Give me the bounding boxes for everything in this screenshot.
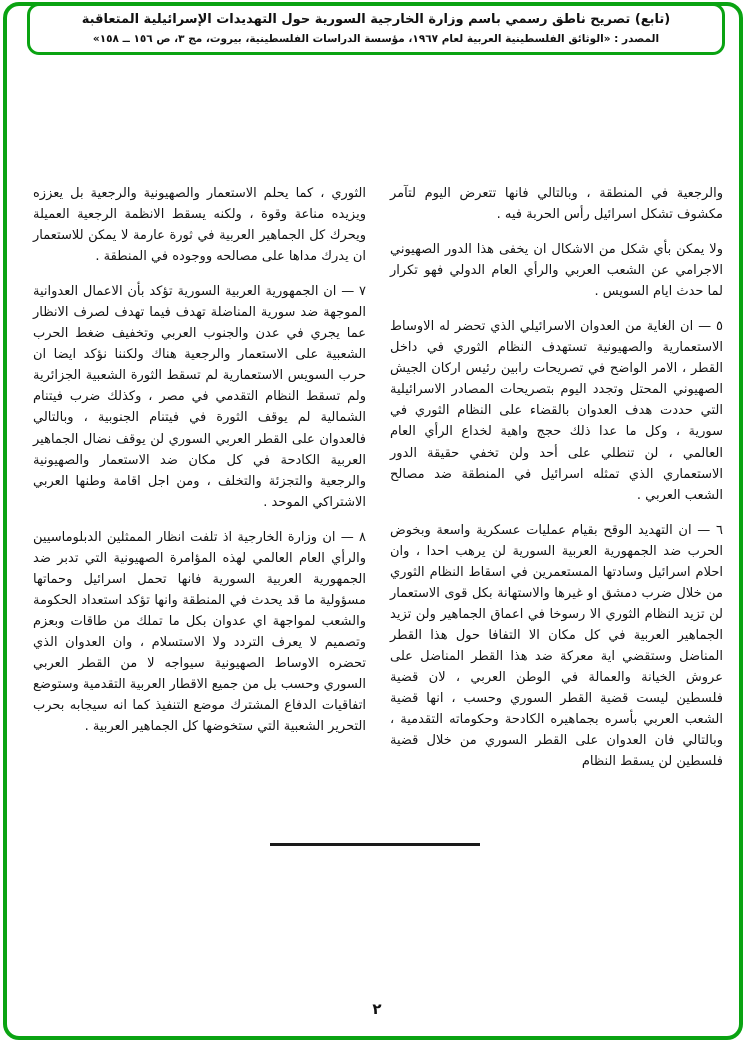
paragraph-item-7: ٧ — ان الجمهورية العربية السورية تؤكد بأن الاعمال العدوانية الموجهة ضد سورية المناضلة تهدف فيما تهدف لصرف الانظار عما يجري في عدن والجنوب العربي وتخفيف ضغط الحرب الشعبية على الاستعمار والرجعية هناك ولكننا نؤكد ايضا ان حرب السويس الاستعمارية لم تسقط الثورة الشعبية الجزائرية ولم تسقط النظام التقدمي في مصر ، وكذلك ضرب فيتنام الشمالية لم يوقف الثورة في فيتنام الجنوبية ، وبالتالي فالعدوان على القطر العربي السوري لن يوقف نضال الجماهير العربية الكادحة في كل مكان ضد الاستعمار والصهيونية والرجعية والتجزئة والتخلف ، ومن اجل اقامة وطنها العربي الاشتراكي الموحد .	[33, 284, 366, 510]
paragraph-continuation: الثوري ، كما يحلم الاستعمار والصهيونية والرجعية بل يعززه ويزيده مناعة وقوة ، ولكنه يسقط الانظمة الرجعية العميلة ويحرك كل الجماهير العربية في ثورة عارمة لا يمكن للاستعمار ان يدرك مداها على مصالحه ووجوده في المنطقة .	[33, 186, 366, 265]
document-body	[33, 183, 723, 772]
paragraph: ولا يمكن بأي شكل من الاشكال ان يخفى هذا الدور الصهيوني الاجرامي عن الشعب العربي والرأي العام الدولي فهو تكرار لما حدث ايام السويس .	[390, 242, 723, 300]
source-citation: المصدر : «الوثائق الفلسطينية العربية لعام ١٩٦٧، مؤسسة الدراسات الفلسطينية، بيروت، مج ٣، ص ١٥٦ ــ ١٥٨»	[92, 32, 660, 45]
end-of-document-rule	[270, 843, 480, 846]
paragraph-item-8: ٨ — ان وزارة الخارجية اذ تلفت انظار الممثلين الدبلوماسيين والرأي العام العالمي لهذه المؤامرة الصهيونية التي تدبر ضد الجمهورية العربية السورية فانها تحمل اسرائيل وحماتها مسؤولية ما قد يحدث في المنطقة وانها تؤكد استعداد الحكومة والشعب لمواجهة اي عدوان بكل ما تملك من طاقات وبعزم وتصميم لا يعرف التردد ولا الاستسلام ، وان العدوان الذي تحضره الاوساط الصهيونية سيواجه لا من القطر العربي السوري وحسب بل من جميع الاقطار العربية التقدمية وستوضع اتفاقيات الدفاع المشترك موضع التنفيذ كما انه سيجابه بحرب التحرير الشعبية التي ستخوضها كل الجماهير العربية .	[33, 529, 366, 735]
text-column-left	[33, 183, 366, 772]
paragraph-continuation: والرجعية في المنطقة ، وبالتالي فانها تتعرض اليوم لتآمر مكشوف تشكل اسرائيل رأس الحربة فيه .	[390, 186, 723, 223]
paragraph-item-6: ٦ — ان التهديد الوقح بقيام عمليات عسكرية واسعة وبخوض الحرب ضد الجمهورية العربية السورية لن يرهب احدا ، وان احلام اسرائيل وسادتها المستعمرين في اسقاط النظام الثوري من خلال ضرب دمشق او غيرها والاستهانة بكل قوى الاستعمار لن تزيد النظام الثوري الا رسوخا في اعماق الجماهير ولن تزيد الجماهير العربية في كل مكان الا التفافا حول هذا القطر المناضل وستقضي اية معركة ضد هذا القطر المناضل على عروش الخيانة والعمالة في الوطن العربي ، لان قضية فلسطين ليست قضية القطر السوري وحسب ، انها قضية الشعب العربي بأسره بجماهيره الكادحة وحكوماته التقدمية ، وبالتالي فان العدوان على القطر السوري من خلال قضية فلسطين لن يسقط النظام	[390, 522, 723, 770]
text-column-right	[390, 183, 723, 772]
header-box	[27, 3, 725, 55]
document-title: (تابع) تصريح ناطق رسمي باسم وزارة الخارجية السورية حول التهديدات الإسرائيلية المتعاقبة	[81, 12, 671, 27]
paragraph-item-5: ٥ — ان الغاية من العدوان الاسرائيلي الذي تحضر له الاوساط الاستعمارية والصهيونية تستهدف النظام الثوري في داخل القطر ، الامر الواضح في تصريحات رابين رئيس اركان الجيش الصهيوني المحتل وتجدد اليوم بتصريحات المصادر الاسرائيلية التي حددت هدف العدوان بالقضاء على النظام الثوري في سورية ، وكل ما عدا ذلك حجج واهية لخداع الرأي العام العالمي ، لن تنطلي على أحد ولن تخفي حقيقة الدور الاستعماري الذي تمثله اسرائيل في المنطقة ضد مصالح الشعب العربي .	[390, 319, 723, 503]
page-number: ٢	[372, 1000, 382, 1018]
